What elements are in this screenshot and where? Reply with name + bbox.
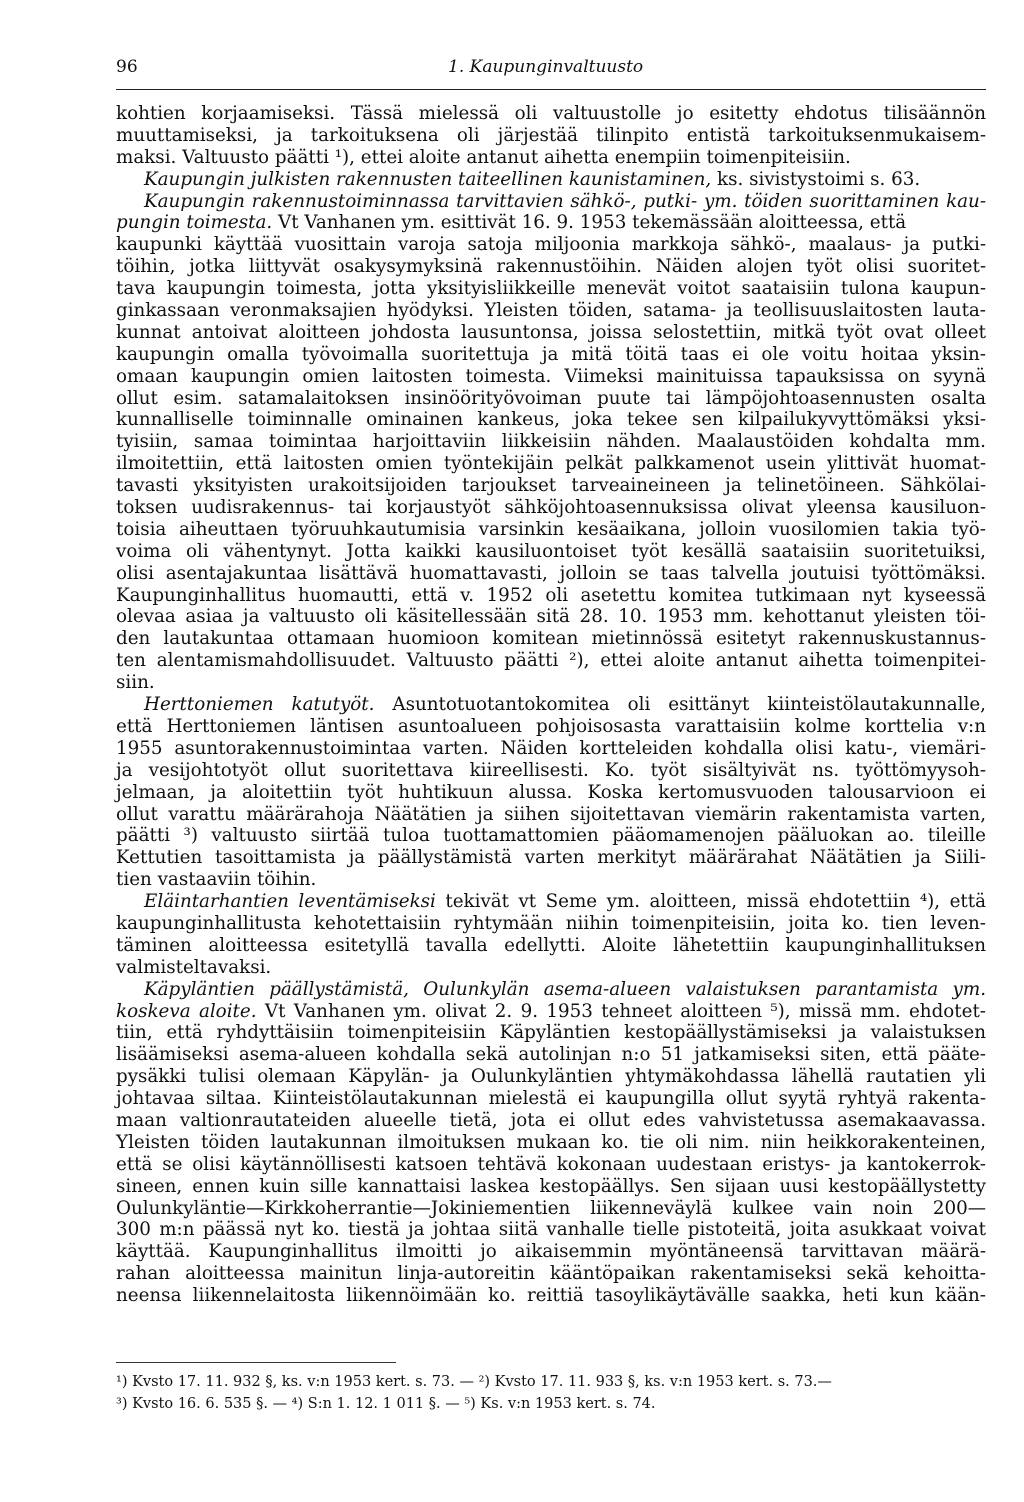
text-line: ja vesijohtotyöt ollut suoritettava kiireellisesti. Ko. työt sisältyivät ns. työttömyysoh- — [116, 759, 986, 781]
text-line: että Herttoniemen läntisen asuntoalueen pohjoisosasta varattaisiin kolme korttelia v:n — [116, 715, 986, 737]
footnote-line: ³) Kvsto 16. 6. 535 §. — ⁴) S:n 1. 12. 1 011 §. — ⁵) Ks. v:n 1953 kert. s. 74. — [116, 1396, 656, 1412]
text-line: Herttoniemen katutyöt. Asuntotuotantokomitea oli esittänyt kiinteistölautakunnalle, — [144, 694, 986, 716]
text-line: den lautakuntaa ottamaan huomioon komitean mietinnössä esitetyt rakennuskustannus- — [116, 628, 986, 650]
text-line: ginkassaan veronmaksajien hyödyksi. Yleisten töiden, satama- ja teollisuuslaitosten lauta- — [116, 300, 986, 322]
text-line: ilmoitettiin, että laitosten omien työntekijäin pelkät palkkamenot usein ylittivät huomat- — [116, 453, 986, 475]
text-line: sineen, ennen kuin sille kannattaisi laskea kestopäällys. Sen sijaan uusi kestopäällystetty — [116, 1175, 986, 1197]
text-line: voima oli vähentynyt. Jotta kaikki kausiluontoiset työt kesällä saataisiin suoritetuiksi, — [116, 540, 986, 562]
footnote-rule — [116, 1362, 396, 1363]
text-line: rahan aloitteessa mainitun linja-autoreitin kääntöpaikan rakentamiseksi sekä kehoitta- — [116, 1263, 986, 1285]
text-line: kunnat antoivat aloitteen johdosta lausuntonsa, joissa selostettiin, mitkä työt ovat olleet — [116, 321, 986, 343]
header-rule — [116, 89, 986, 90]
text-line: Kettutien tasoittamista ja päällystämistä varten merkityt määrärahat Näätätien ja Siili- — [116, 847, 986, 869]
text-line: päätti ³) valtuusto siirtää tuloa tuottamattomien pääomamenojen pääluokan ao. tileille — [116, 825, 986, 847]
text-line: kaupunki käyttää vuosittain varoja satoja miljoonia markkoja sähkö-, maalaus- ja putki- — [116, 234, 986, 256]
body-text — [116, 103, 986, 1307]
text-line: maan valtionrautateiden alueelle tietä, jota ei ollut edes vahvistetussa asemakaavassa. — [116, 1109, 986, 1131]
text-line: tiin, että ryhdyttäisiin toimenpiteisiin Käpyläntien kestopäällystämiseksi ja valaistuksen — [116, 1022, 986, 1044]
text-line: täminen aloitteessa esitetyllä tavalla edellytti. Aloite lähetettiin kaupunginhallituksen — [116, 934, 986, 956]
text-line: tyisiin, samaa toimintaa harjoittaviin liikkeisiin nähden. Maalaustöiden kohdalta mm. — [116, 431, 986, 453]
text-line: kaupunginhallitusta kehotettaisiin ryhtymään niihin toimenpiteisiin, joita ko. tien leven- — [116, 912, 986, 934]
text-line: toisia aiheuttaen työruuhkautumisia varsinkin kesäaikana, jolloin vuosilomien takia työ- — [116, 518, 986, 540]
text-line: ollut varattu määrärahoja Näätätien ja siihen sijoitettavan viemärin rakentamista varten, — [116, 803, 986, 825]
text-line: olisi asentajakuntaa lisättävä huomattavasti, jolloin se taas talvella joutuisi työttömäksi. — [116, 562, 986, 584]
text-line: 1955 asuntorakennustoimintaa varten. Näiden kortteleiden kohdalla olisi katu-, viemäri- — [116, 737, 986, 759]
text-line: pysäkki tulisi olemaan Käpylän- ja Oulunkyläntien yhtymäkohdassa lähellä rautatien yli — [116, 1066, 986, 1088]
running-title: 1. Kaupunginvaltuusto — [448, 57, 644, 77]
text-line: tava kaupungin toimesta, jotta yksityisliikkeille menevät voitot saataisiin tulona kaupun- — [116, 278, 986, 300]
text-line: 300 m:n päässä nyt ko. tiestä ja johtaa siitä vanhalle tielle pistoteitä, joita asukkaat voivat — [116, 1219, 986, 1241]
text-line: toksen uudisrakennus- tai korjaustyöt sähköjohtoasennuksissa olivat yleensa kausiluon- — [116, 497, 986, 519]
text-line: kohtien korjaamiseksi. Tässä mielessä oli valtuustolle jo esitetty ehdotus tilisäännön — [116, 103, 986, 124]
text-line: että se olisi käytännöllisesti katsoen tehtävä kokonaan uudestaan eristys- ja kantokerrok- — [116, 1153, 986, 1175]
text-line: jelmaan, ja aloitettiin työt huhtikuun alussa. Koska kertomusvuoden talousarvioon ei — [116, 781, 986, 803]
text-line: olevaa asiaa ja valtuusto oli käsitellessään sitä 28. 10. 1953 mm. kehottanut yleisten töi- — [116, 606, 986, 628]
text-line: muuttamiseksi, ja tarkoituksena oli järjestää tilinpito entistä tarkoituksenmukaisem- — [116, 124, 986, 146]
text-line: ollut esim. satamalaitoksen insinöörityövoiman puute tai lämpöjohtoasennusten osalta — [116, 387, 986, 409]
text-line: neensa liikennelaitosta liikennöimään ko. reittiä tasoylikäytävälle saakka, heti kun kään- — [116, 1285, 986, 1307]
text-line: Käpyläntien päällystämistä, Oulunkylän asema-alueen valaistuksen parantamista ym. — [144, 978, 986, 1000]
text-line: valmisteltavaksi. — [116, 956, 272, 978]
text-line: tavasti yksityisten urakoitsijoiden tarjoukset tarveaineineen ja telinetöineen. Sähkölai- — [116, 475, 986, 497]
text-line: koskeva aloite. Vt Vanhanen ym. olivat 2. 9. 1953 tehneet aloitteen ⁵), missä mm. ehdotet- — [116, 1000, 986, 1022]
text-line: omaan kaupungin omien laitosten toimesta. Viimeksi mainituissa tapauksissa on syynä — [116, 365, 986, 387]
text-line: johtavaa siltaa. Kiinteistölautakunnan mielestä ei kaupungilla ollut syytä ryhtyä rakenta- — [116, 1088, 986, 1110]
footnotes — [116, 1371, 986, 1415]
text-line: maksi. Valtuusto päätti ¹), ettei aloite antanut aihetta enempiin toimenpiteisiin. — [116, 146, 851, 168]
page-number: 96 — [116, 57, 138, 77]
text-line: kunnalliselle toiminnalle ominainen kankeus, joka tekee sen kilpailukyvyttömäksi yksi- — [116, 409, 986, 431]
text-line: kaupungin omalla työvoimalla suoritettuja ja mitä töitä taas ei ole voitu hoitaa yksin- — [116, 343, 986, 365]
footnote-line: ¹) Kvsto 17. 11. 932 §, ks. v:n 1953 kert. s. 73. — ²) Kvsto 17. 11. 933 §, ks. v:n 1953 kert. s. 73.— — [116, 1374, 832, 1390]
text-line: töihin, jotka liittyvät osakysymyksinä rakennustöihin. Näiden alojen työt olisi suoritet- — [116, 256, 986, 278]
text-line: ten alentamismahdollisuudet. Valtuusto päätti ²), ettei aloite antanut aihetta toimenpitei- — [116, 650, 986, 672]
text-line: tien vastaaviin töihin. — [116, 869, 317, 891]
page-header — [116, 57, 986, 85]
text-line: lisäämiseksi asema-alueen kohdalla sekä autolinjan n:o 51 jatkamiseksi siten, että pääte- — [116, 1044, 986, 1066]
text-line: Eläintarhantien leventämiseksi tekivät vt Seme ym. aloitteen, missä ehdotettiin ⁴), että — [144, 891, 986, 913]
text-line: siin. — [116, 672, 155, 694]
text-line: Oulunkyläntie—Kirkkoherrantie—Jokiniementien liikenneväylä kulkee vain noin 200— — [116, 1197, 986, 1219]
text-line: pungin toimesta. Vt Vanhanen ym. esittivät 16. 9. 1953 tekemässään aloitteessa, että — [116, 212, 907, 234]
text-line: Kaupunginhallitus huomautti, että v. 1952 oli asetettu komitea tutkimaan nyt kyseessä — [116, 584, 986, 606]
text-line: Kaupungin rakennustoiminnassa tarvittavien sähkö-, putki- ym. töiden suorittaminen kau- — [144, 190, 986, 212]
text-line: käyttää. Kaupunginhallitus ilmoitti jo aikaisemmin myöntäneensä tarvittavan määrä- — [116, 1241, 986, 1263]
text-line: Yleisten töiden lautakunnan ilmoituksen mukaan ko. tie oli nim. niin heikkorakenteinen, — [116, 1131, 986, 1153]
text-line: Kaupungin julkisten rakennusten taiteellinen kaunistaminen, ks. sivistystoimi s. 63. — [144, 168, 921, 190]
